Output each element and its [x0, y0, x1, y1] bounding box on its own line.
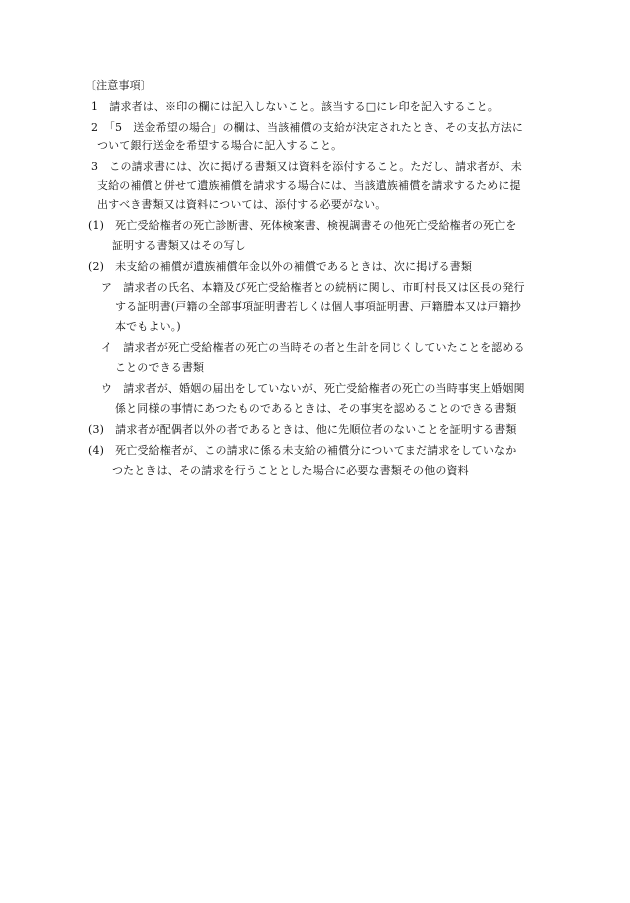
item-1: (1) 死亡受給権者の死亡診断書、死体検案書、検視調書その他死亡受給権者の死亡を	[88, 219, 517, 232]
item-2: (2) 未支給の補償が遺族補償年金以外の補償であるときは、次に掲げる書類	[88, 260, 472, 273]
note-1: 1 請求者は、※印の欄には記入しないこと。該当する□にレ印を記入すること。	[91, 100, 499, 113]
notes-heading: 〔注意事項〕	[85, 79, 152, 92]
note-2-continued: ついて銀行送金を希望する場合に記入すること。	[97, 139, 343, 152]
item-2-i: イ 請求者が死亡受給権者の死亡の当時その者と生計を同じくしていたことを認める	[101, 341, 525, 354]
item-2-u: ウ 請求者が、婚姻の届出をしていないが、死亡受給権者の死亡の当時事実上婚姻関	[101, 382, 525, 395]
note-3: 3 この請求書には、次に掲げる書類又は資料を添付すること。ただし、請求者が、未	[91, 160, 522, 173]
note-2: 2 「5 送金希望の場合」の欄は、当該補償の支給が決定されたとき、その支払方法に	[91, 121, 524, 134]
note-3-continued-2: 出すべき書類又は資料については、添付する必要がない。	[97, 198, 387, 211]
note-3-continued-1: 支給の補償と併せて遺族補償を請求する場合には、当該遺族補償を請求するために提	[97, 179, 521, 192]
item-4: (4) 死亡受給権者が、この請求に係る未支給の補償分についてまだ請求をしていなか	[88, 444, 517, 457]
item-2-a-continued-2: 本でもよい。)	[115, 320, 181, 333]
item-3: (3) 請求者が配偶者以外の者であるときは、他に先順位者のないことを証明する書類	[88, 423, 517, 436]
item-2-i-continued: ことのできる書類	[115, 361, 205, 374]
item-2-u-continued: 係と同様の事情にあつたものであるときは、その事実を認めることのできる書類	[115, 402, 517, 415]
item-2-a-continued-1: する証明書(戸籍の全部事項証明書若しくは個人事項証明書、戸籍謄本又は戸籍抄	[115, 300, 521, 313]
item-4-continued: つたときは、その請求を行うこととした場合に必要な書類その他の資料	[112, 464, 469, 477]
item-1-continued: 証明する書類又はその写し	[112, 239, 246, 252]
item-2-a: ア 請求者の氏名、本籍及び死亡受給権者との続柄に関し、市町村長又は区長の発行	[101, 281, 525, 294]
